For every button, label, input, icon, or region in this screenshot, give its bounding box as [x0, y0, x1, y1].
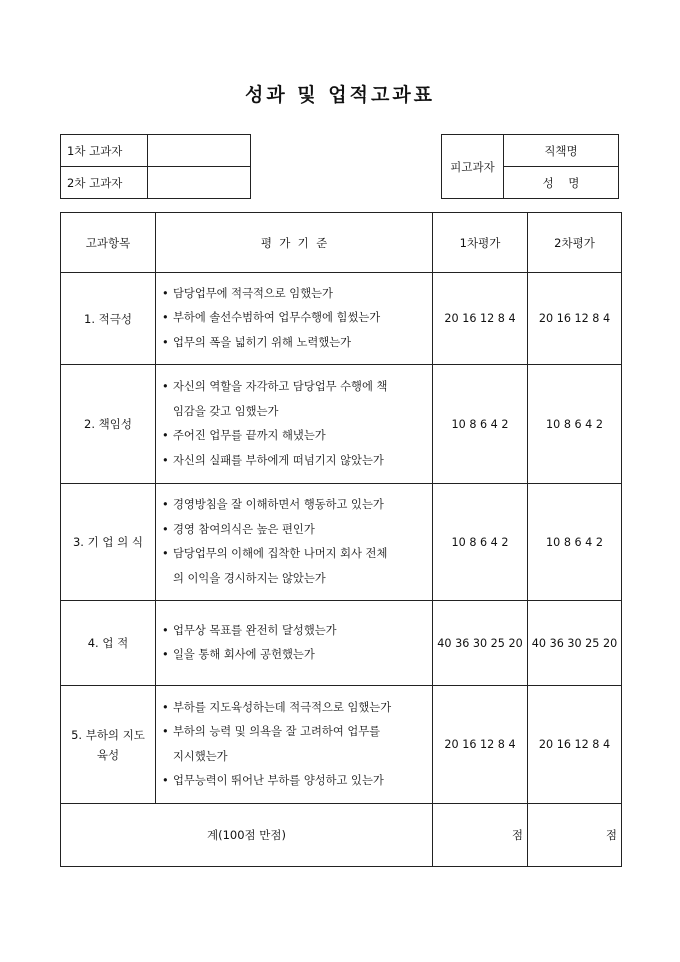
second-eval-scores[interactable]: 20 16 12 8 4 [528, 273, 622, 365]
second-eval-scores[interactable]: 10 8 6 4 2 [528, 484, 622, 601]
criteria-item: • 업무능력이 뛰어난 부하를 양성하고 있는가 [162, 769, 430, 794]
second-rater-field[interactable] [148, 167, 251, 199]
page-title: 성과 및 업적고과표 [244, 84, 436, 106]
header-criteria: 평 가 기 준 [156, 213, 433, 273]
first-eval-scores[interactable]: 10 8 6 4 2 [433, 365, 528, 484]
criteria-text: 자신의 역할을 자각하고 담당업무 수행에 책 [173, 380, 388, 393]
criteria-item: • 부하에 솔선수범하여 업무수행에 힘썼는가 [162, 306, 430, 331]
second-total-unit[interactable]: 점 [528, 804, 622, 867]
item-label [61, 686, 156, 804]
table-row [61, 686, 622, 804]
header-row [61, 213, 622, 273]
criteria-item: • 업무상 목표를 완전히 달성했는가 [162, 619, 430, 644]
ratee-label: 피고과자 [442, 135, 504, 199]
evaluation-table [60, 212, 622, 867]
criteria-text: 부하의 능력 및 의욕을 잘 고려하여 업무를 [173, 725, 381, 738]
criteria-item: • 자신의 실패를 부하에게 떠넘기지 않았는가 [162, 449, 430, 474]
criteria-item [162, 375, 430, 424]
second-eval-scores[interactable]: 20 16 12 8 4 [528, 686, 622, 804]
criteria-item: • 주어진 업무를 끝까지 해냈는가 [162, 424, 430, 449]
item-label: 3. 기 업 의 식 [61, 484, 156, 601]
ratee-table [441, 134, 619, 199]
item-label: 1. 적극성 [61, 273, 156, 365]
criteria-cell [156, 601, 433, 686]
criteria-cell [156, 273, 433, 365]
criteria-cell [156, 484, 433, 601]
item-label-line: 5. 부하의 지도 [71, 727, 145, 742]
criteria-text-continued: 의 이익을 경시하지는 않았는가 [173, 571, 326, 585]
table-row [61, 273, 622, 365]
total-label: 계(100점 만점) [61, 804, 433, 867]
criteria-item: • 업무의 폭을 넓히기 위해 노력했는가 [162, 331, 430, 356]
item-label: 4. 업 적 [61, 601, 156, 686]
criteria-item [162, 542, 430, 591]
header-second-eval: 2차평가 [528, 213, 622, 273]
criteria-text: 담당업무의 이해에 집착한 나머지 회사 전체 [173, 547, 388, 560]
second-rater-label: 2차 고과자 [61, 167, 148, 199]
criteria-item: • 경영방침을 잘 이해하면서 행동하고 있는가 [162, 493, 430, 518]
table-row [61, 365, 622, 484]
criteria-item [162, 720, 430, 769]
first-eval-scores[interactable]: 20 16 12 8 4 [433, 686, 528, 804]
first-total-unit[interactable]: 점 [433, 804, 528, 867]
total-row [61, 804, 622, 867]
criteria-item: • 부하를 지도육성하는데 적극적으로 임했는가 [162, 696, 430, 721]
position-label: 직책명 [504, 135, 619, 167]
criteria-text-continued: 임감을 갖고 임했는가 [173, 404, 279, 418]
header-item: 고과항목 [61, 213, 156, 273]
criteria-item: • 경영 참여의식은 높은 편인가 [162, 518, 430, 543]
criteria-cell [156, 686, 433, 804]
first-rater-label: 1차 고과자 [61, 135, 148, 167]
first-eval-scores[interactable]: 10 8 6 4 2 [433, 484, 528, 601]
item-label-line: 육성 [96, 747, 120, 762]
criteria-text-continued: 지시했는가 [173, 749, 228, 763]
criteria-cell [156, 365, 433, 484]
table-row [61, 601, 622, 686]
name-label: 성 명 [504, 167, 619, 199]
second-eval-scores[interactable]: 10 8 6 4 2 [528, 365, 622, 484]
criteria-item: • 일을 통해 회사에 공헌했는가 [162, 643, 430, 668]
header-first-eval: 1차평가 [433, 213, 528, 273]
first-rater-field[interactable] [148, 135, 251, 167]
first-eval-scores[interactable]: 40 36 30 25 20 [433, 601, 528, 686]
item-label: 2. 책임성 [61, 365, 156, 484]
table-row [61, 484, 622, 601]
criteria-item: • 담당업무에 적극적으로 임했는가 [162, 282, 430, 307]
second-eval-scores[interactable]: 40 36 30 25 20 [528, 601, 622, 686]
first-eval-scores[interactable]: 20 16 12 8 4 [433, 273, 528, 365]
rater-table [60, 134, 251, 199]
